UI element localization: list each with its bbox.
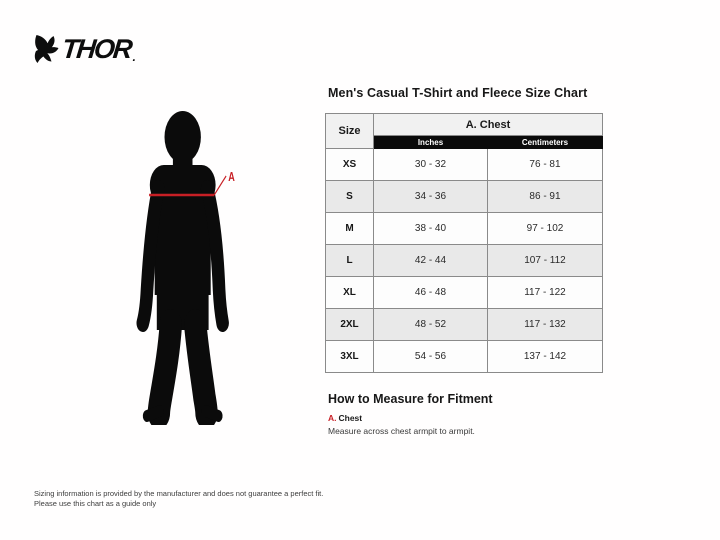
size-label: XS	[326, 149, 374, 181]
centimeters-value: 76 - 81	[488, 149, 603, 181]
table-group-header-row	[326, 114, 603, 136]
measure-item-key: A.	[328, 413, 337, 423]
table-row	[326, 213, 603, 245]
measure-item-description: Measure across chest armpit to armpit.	[328, 426, 475, 436]
centimeters-column-header: Centimeters	[488, 136, 603, 149]
measure-item-name: Chest	[338, 413, 363, 423]
inches-value: 54 - 56	[374, 341, 488, 373]
centimeters-value: 117 - 132	[488, 309, 603, 341]
inches-column-header: Inches	[374, 136, 488, 149]
size-label: XL	[326, 277, 374, 309]
disclaimer-line-1: Sizing information is provided by the manufacturer and does not guarantee a perfect fit.	[34, 489, 324, 498]
size-label: L	[326, 245, 374, 277]
chest-measure-leader-line	[214, 176, 226, 195]
centimeters-value: 97 - 102	[488, 213, 603, 245]
size-column-header: Size	[326, 114, 374, 149]
table-row	[326, 245, 603, 277]
thor-ram-icon	[33, 34, 60, 64]
size-label: 3XL	[326, 341, 374, 373]
size-label: M	[326, 213, 374, 245]
male-silhouette-figure	[112, 105, 252, 425]
brand-logo	[33, 34, 136, 64]
disclaimer-line-2: Please use this chart as a guide only	[34, 499, 157, 508]
brand-logo-period: .	[132, 50, 136, 64]
centimeters-value: 137 - 142	[488, 341, 603, 373]
brand-wordmark: THOR	[60, 33, 133, 64]
table-row	[326, 149, 603, 181]
centimeters-value: 86 - 91	[488, 181, 603, 213]
centimeters-value: 117 - 122	[488, 277, 603, 309]
size-label: S	[326, 181, 374, 213]
measure-item-heading	[328, 413, 475, 423]
silhouette-body	[143, 111, 223, 416]
chest-group-header: A. Chest	[374, 114, 603, 136]
inches-value: 38 - 40	[374, 213, 488, 245]
chest-measure-label: A	[228, 170, 235, 185]
measure-guide-item	[328, 413, 475, 436]
centimeters-value: 107 - 112	[488, 245, 603, 277]
inches-value: 46 - 48	[374, 277, 488, 309]
inches-value: 48 - 52	[374, 309, 488, 341]
table-row	[326, 341, 603, 373]
inches-value: 34 - 36	[374, 181, 488, 213]
size-label: 2XL	[326, 309, 374, 341]
size-chart-title: Men's Casual T-Shirt and Fleece Size Chart	[328, 86, 588, 100]
sizing-disclaimer	[34, 489, 323, 509]
inches-value: 30 - 32	[374, 149, 488, 181]
table-row	[326, 277, 603, 309]
table-row	[326, 181, 603, 213]
measure-guide-title: How to Measure for Fitment	[328, 392, 493, 406]
table-row	[326, 309, 603, 341]
size-chart-table	[325, 113, 603, 373]
inches-value: 42 - 44	[374, 245, 488, 277]
